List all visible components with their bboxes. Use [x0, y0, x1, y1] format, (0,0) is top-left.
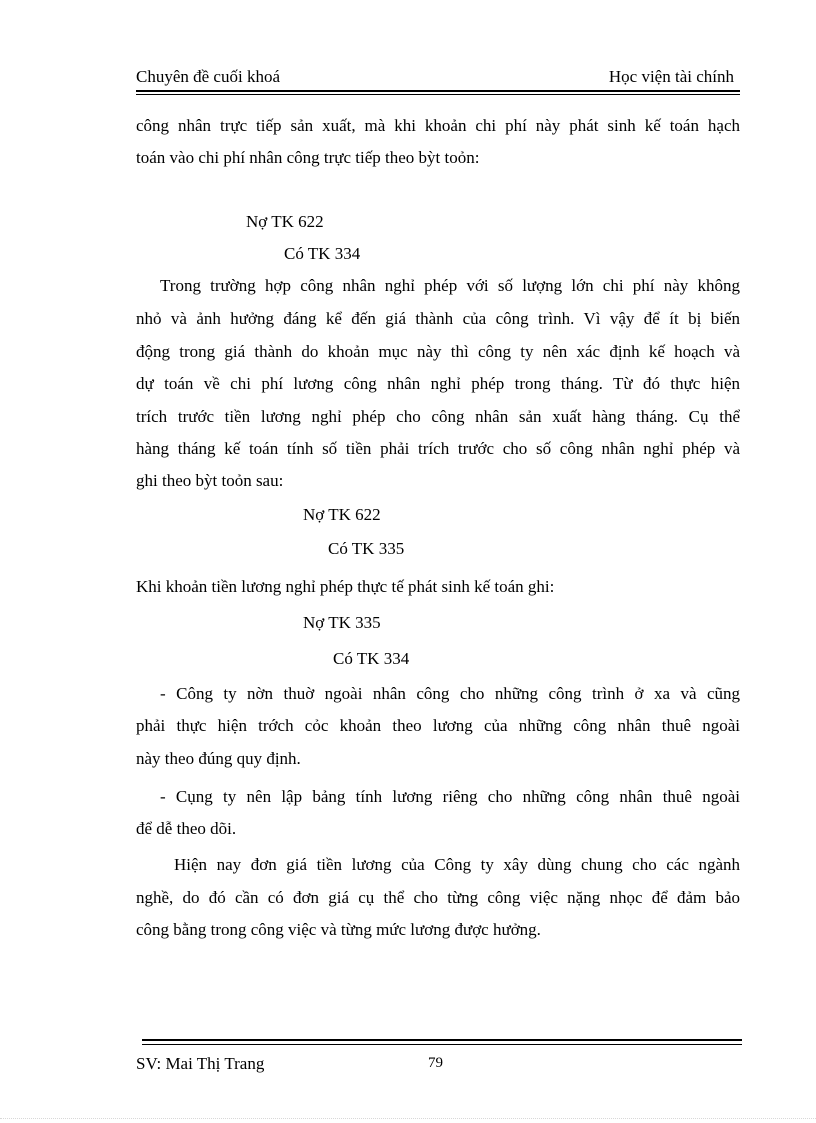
entry-3-debit: Nợ TK 335 — [303, 613, 381, 632]
page-edge — [0, 1118, 816, 1119]
paragraph-1-line-2: toán vào chi phí nhân công trực tiếp theo bỳt toỏn: — [136, 148, 480, 167]
paragraph-4-line-2: phải thực hiện trớch cỏc khoản theo lương của những công nhân thuê ngoài — [136, 716, 740, 735]
document-body — [136, 0, 740, 1000]
footer-student-name: SV: Mai Thị Trang — [136, 1054, 265, 1073]
paragraph-6-line-3: công bằng trong công việc và từng mức lương được hưởng. — [136, 920, 541, 939]
paragraph-2-line-2: nhỏ và ảnh hưởng đáng kể đến giá thành của công trình. Vì vậy để ít bị biến — [136, 309, 740, 328]
paragraph-2-line-4: dự toán về chi phí lương công nhân nghỉ phép trong tháng. Từ đó thực hiện — [136, 374, 740, 393]
entry-1-debit: Nợ TK 622 — [246, 212, 324, 231]
footer-rule-thick — [142, 1039, 742, 1041]
paragraph-5-line-2: để dễ theo dõi. — [136, 819, 237, 838]
footer-rule-thin — [142, 1044, 742, 1045]
entry-2-credit: Có TK 335 — [328, 539, 405, 558]
entry-1-credit: Có TK 334 — [284, 244, 361, 263]
paragraph-6-line-2: nghề, do đó cần có đơn giá cụ thể cho từng công việc nặng nhọc để đảm bảo — [136, 888, 740, 907]
header-topic: Chuyên đề cuối khoá — [136, 67, 280, 86]
paragraph-5-line-1: - Cụng ty nên lập bảng tính lương riêng cho những công nhân thuê ngoài — [160, 787, 740, 806]
paragraph-2-line-6: hàng tháng kế toán tính số tiền phải trích trước cho số công nhân nghỉ phép và — [136, 439, 740, 458]
paragraph-2-line-5: trích trước tiền lương nghỉ phép cho công nhân sản xuất hàng tháng. Cụ thể — [136, 407, 740, 426]
paragraph-4-line-3: này theo đúng quy định. — [136, 749, 301, 768]
paragraph-2-line-7: ghi theo bỳt toỏn sau: — [136, 471, 284, 490]
header-institution: Học viện tài chính — [608, 67, 734, 86]
entry-3-credit: Có TK 334 — [333, 649, 410, 668]
paragraph-1-line-1: công nhân trực tiếp sản xuất, mà khi khoản chi phí này phát sinh kế toán hạch — [136, 116, 740, 135]
paragraph-2-line-1: Trong trường hợp công nhân nghỉ phép với số lượng lớn chi phí này không — [160, 276, 740, 295]
page-number: 79 — [428, 1055, 443, 1071]
paragraph-4-line-1: - Công ty nờn thuờ ngoài nhân công cho những công trình ở xa và cũng — [160, 684, 740, 703]
paragraph-6-line-1: Hiện nay đơn giá tiền lương của Công ty xây dùng chung cho các ngành — [174, 855, 740, 874]
paragraph-2-line-3: động trong giá thành do khoản mục này thì công ty nên xác định kế hoạch và — [136, 342, 740, 361]
paragraph-3: Khi khoản tiền lương nghỉ phép thực tế phát sinh kế toán ghi: — [136, 577, 555, 596]
entry-2-debit: Nợ TK 622 — [303, 505, 381, 524]
